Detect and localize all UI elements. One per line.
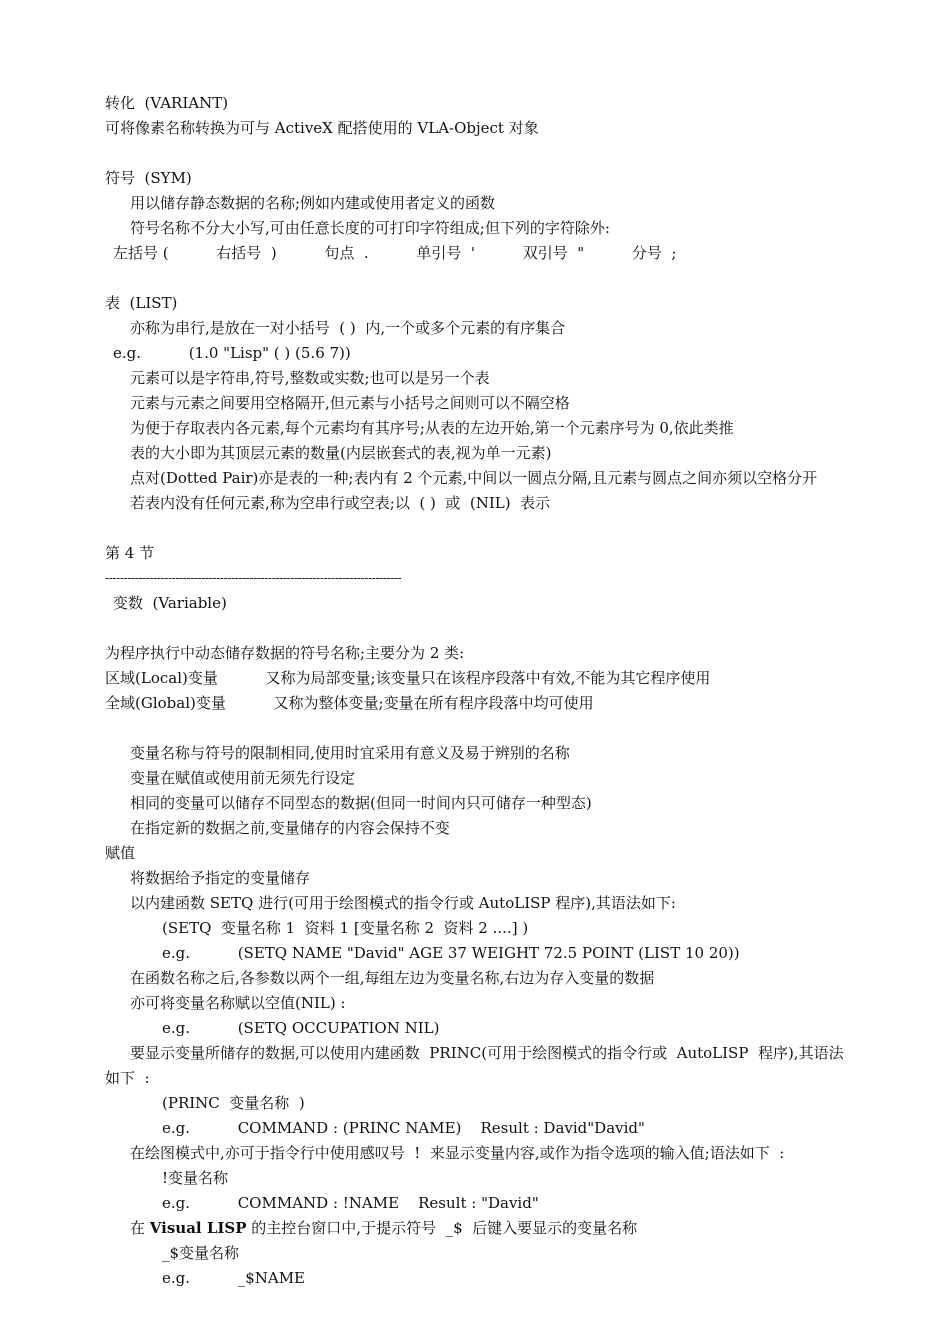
text-line: e.g. _$NAME [162, 1269, 306, 1287]
text-line: 用以储存静态数据的名称;例如内建或使用者定义的函数 [130, 194, 496, 212]
text-line: e.g. COMMAND : !NAME Result : "David" [162, 1194, 539, 1212]
text-line: (PRINC 变量名称 ) [162, 1094, 305, 1112]
text-line: 相同的变量可以储存不同型态的数据(但同一时间内只可储存一种型态) [130, 794, 592, 812]
text-line: 为便于存取表内各元素,每个元素均有其序号;从表的左边开始,第一个元素序号为 0,依此类推 [130, 419, 734, 437]
text-line: 在函数名称之后,各参数以两个一组,每组左边为变量名称,右边为存入变量的数据 [130, 969, 655, 987]
text-line: e.g. (SETQ OCCUPATION NIL) [162, 1019, 440, 1037]
text-line: 亦可将变量名称赋以空值(NIL) : [130, 994, 346, 1012]
text-segment: 的主控台窗口中,于提示符号 _$ 后键入要显示的变量名称 [246, 1219, 638, 1237]
text-line: 若表内没有任何元素,称为空串行或空表;以 ( ) 或 (NIL) 表示 [130, 494, 551, 512]
text-line: 在指定新的数据之前,变量储存的内容会保持不变 [130, 819, 450, 837]
text-line: 以内建函数 SETQ 进行(可用于绘图模式的指令行或 AutoLISP 程序),其语法如下: [130, 894, 676, 912]
text-line: 亦称为串行,是放在一对小括号 ( ) 内,一个或多个元素的有序集合 [130, 319, 566, 337]
text-line: 转化 (VARIANT) [105, 94, 229, 112]
text-line: 全域(Global)变量 又称为整体变量;变量在所有程序段落中均可使用 [105, 694, 594, 712]
text-line: (SETQ 变量名称 1 资料 1 [变量名称 2 资料 2 ....] ) [162, 919, 529, 937]
text-segment: 在 [130, 1219, 150, 1237]
text-line: 符号 (SYM) [105, 169, 192, 187]
section-heading: 第 4 节 [105, 544, 155, 562]
text-line: 变量名称与符号的限制相同,使用时宜采用有意义及易于辨别的名称 [130, 744, 570, 762]
text-line: 可将像素名称转换为可与 ActiveX 配搭使用的 VLA-Object 对象 [105, 119, 539, 137]
text-line: 在绘图模式中,亦可于指令行中使用感叹号 ! 来显示变量内容,或作为指令选项的输入值;语法如下 : [130, 1144, 785, 1162]
text-line: 变数 (Variable) [113, 594, 227, 612]
text-line: e.g. (SETQ NAME "David" AGE 37 WEIGHT 72.5 POINT (LIST 10 20)) [162, 944, 740, 962]
text-line: 元素与元素之间要用空格隔开,但元素与小括号之间则可以不隔空格 [130, 394, 570, 412]
divider: -------------------------------------------------------------------------------- [105, 571, 402, 585]
text-line: e.g. COMMAND : (PRINC NAME) Result : David"David" [162, 1119, 645, 1137]
text-line: 将数据给予指定的变量储存 [130, 869, 311, 887]
text-line: !变量名称 [162, 1169, 229, 1187]
visual-lisp-bold: Visual LISP [149, 1219, 247, 1237]
text-line: 如下 : [105, 1069, 150, 1087]
text-line: 点对(Dotted Pair)亦是表的一种;表内有 2 个元素,中间以一圆点分隔,且元素与圆点之间亦须以空格分开 [130, 469, 818, 487]
text-line: 区域(Local)变量 又称为局部变量;该变量只在该程序段落中有效,不能为其它程序使用 [105, 669, 711, 687]
text-line: 赋值 [105, 844, 136, 862]
text-line: 左括号 ( 右括号 ) 句点 . 单引号 ' 双引号 " 分号 ; [113, 244, 677, 262]
text-line: 元素可以是字符串,符号,整数或实数;也可以是另一个表 [130, 369, 490, 387]
text-line: 表的大小即为其顶层元素的数量(内层嵌套式的表,视为单一元素) [130, 444, 552, 462]
text-line: _$变量名称 [162, 1244, 240, 1262]
text-line: e.g. (1.0 "Lisp" ( ) (5.6 7)) [113, 344, 351, 362]
text-line [130, 1218, 637, 1238]
text-line: 要显示变量所储存的数据,可以使用内建函数 PRINC(可用于绘图模式的指令行或 AutoLISP 程序),其语法 [130, 1044, 844, 1062]
text-line: 表 (LIST) [105, 294, 178, 312]
text-line: 符号名称不分大小写,可由任意长度的可打印字符组成;但下列的字符除外: [130, 219, 610, 237]
text-line: 为程序执行中动态储存数据的符号名称;主要分为 2 类: [105, 644, 465, 662]
text-line: 变量在赋值或使用前无须先行设定 [130, 769, 356, 787]
